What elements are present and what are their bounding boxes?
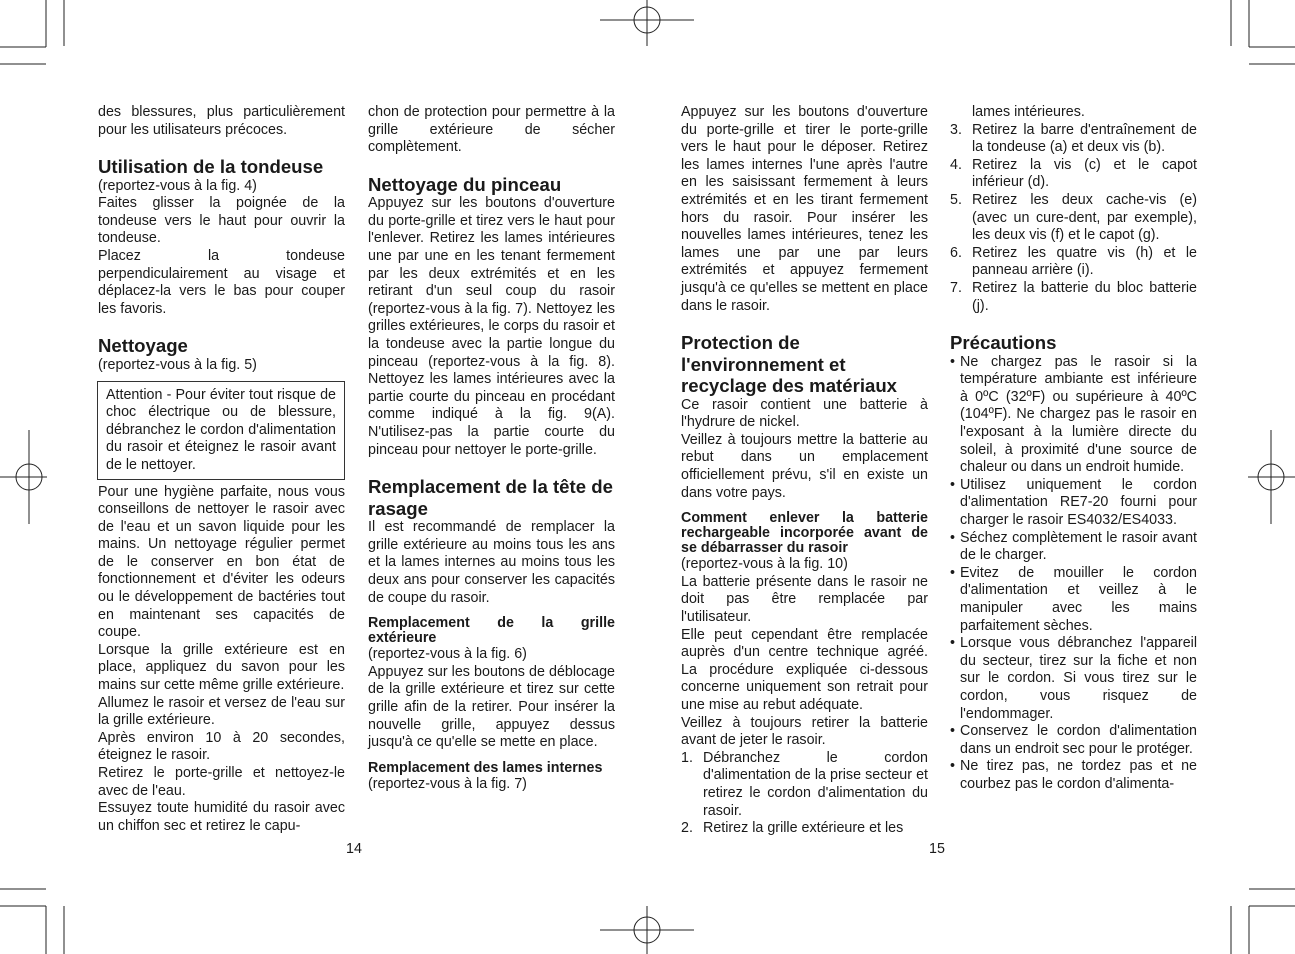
subsection-title-inner-blades: Remplacement des lames internes [368, 759, 603, 776]
list-item: • Séchez complètement le rasoir avant de le charger. [950, 529, 1197, 564]
list-item: 6. Retirez les quatre vis (h) et le panneau arrière (i). [950, 244, 1197, 279]
page14-column-right [368, 104, 615, 793]
intro-text: chon de protection pour permettre à la grille extérieure de sécher complètement. [368, 104, 615, 156]
paragraph: Après environ 10 à 20 secondes, éteignez le rasoir. [98, 729, 345, 764]
paragraph: Appuyez sur les boutons d'ouverture du porte-grille et tirer le porte-grille vers le haut pour le déposer. Retirez les lames internes l'une après l'autre en les saisissant fermement à leurs extrémités et en les tirant fermement hors du rasoir. Pour insérer les nouvelles lames intérieures, tenez les lames une par une par leurs extrémités et appuyez fermement jusqu'à ce qu'elles se mettent en place dans le rasoir. [681, 104, 928, 314]
section-title-precautions: Précautions [950, 332, 1057, 354]
list-item: • Lorsque vous débranchez l'appareil du secteur, tirez sur la fiche et non sur le cordon. Si vous tirez sur le cordon, vous risquez de l'endommager. [950, 635, 1197, 722]
paragraph: Essuyez toute humidité du rasoir avec un chiffon sec et retirez le capu- [98, 800, 345, 834]
list-item: 2. Retirez la grille extérieure et les [681, 820, 904, 837]
steps-list [950, 122, 1197, 316]
list-continuation: lames intérieures. [972, 104, 1085, 120]
page-number-right: 15 [929, 841, 945, 857]
figure-reference: (reportez-vous à la fig. 6) [368, 646, 527, 663]
list-item: • Ne tirez pas, ne tordez pas et ne courbez pas le cordon d'alimenta- [950, 758, 1197, 792]
page15-column-right [950, 104, 1197, 793]
list-item: 3. Retirez la barre d'entraînement de la tondeuse (a) et deux vis (b). [950, 121, 1197, 156]
page-number-left: 14 [346, 841, 362, 857]
figure-reference: (reportez-vous à la fig. 5) [98, 356, 257, 373]
list-item: • Evitez de mouiller le cordon d'alimentation et veillez à le manipuler avec les mains parfaitement sèches. [950, 564, 1197, 634]
paragraph: Ce rasoir contient une batterie à l'hydrure de nickel. [681, 396, 928, 431]
subsection-title-outer-foil: Remplacement de la grille extérieure [368, 615, 615, 647]
list-item: • Utilisez uniquement le cordon d'alimentation RE7-20 fourni pour charger le rasoir ES4032/ES4033. [950, 476, 1197, 528]
paragraph: Elle peut cependant être remplacée auprès d'un centre technique agréé. La procédure expliquée ci-dessous concerne uniquement son retrait pour une mise au rebut adéquate. [681, 626, 928, 713]
section-title-environment: Protection de l'environnement et recyclage des matériaux [681, 332, 898, 397]
paragraph: Pour une hygiène parfaite, nous vous conseillons de nettoyer le rasoir avec de l'eau et un savon liquide pour les mains. Un nettoyage régulier permet de le conserver en bon état de fonctionnement et d'éviter les odeurs ou le développement de bactéries tout en maintenant ses capacités de coupe. [98, 483, 345, 641]
steps-list [681, 750, 928, 838]
section-title-trimmer: Utilisation de la tondeuse [98, 156, 324, 178]
list-item: 5. Retirez les deux cache-vis (e) (avec un cure-dent, par exemple), les deux vis (f) et le capot (g). [950, 191, 1197, 244]
section-title-cleaning: Nettoyage [98, 335, 188, 357]
list-item: 4. Retirez la vis (c) et le capot inférieur (d). [950, 156, 1197, 191]
page15-column-left [681, 104, 928, 838]
page14-column-left [98, 104, 345, 835]
paragraph: Appuyez sur les boutons d'ouverture du porte-grille et tirez vers le haut pour l'enlever. Retirez les lames intérieures une par une en les tenant fermement par les deux extrémités et en les retirant d'un seul coup du rasoir (reportez-vous à la fig. 7). Nettoyez les grilles extérieures, le corps du rasoir et la tondeuse avec la partie longue du pinceau (reportez-vous à la fig. 8). Nettoyez les lames intérieures avec la partie courte du pinceau en procédant comme indiqué à la fig. 9(A). N'utilisez-pas la partie courte du pinceau pour nettoyer le porte-grille. [368, 195, 615, 458]
paragraph: Il est recommandé de remplacer la grille extérieure au moins tous les ans et la lames internes au moins tous les deux ans pour conserver les capacités de coupe du rasoir. [368, 519, 615, 606]
list-item: • Conservez le cordon d'alimentation dans un endroit sec pour le protéger. [950, 723, 1197, 757]
paragraph: Appuyez sur les boutons de déblocage de la grille extérieure et tirez sur cette grille afin de la retirer. Pour insérer la nouvelle grille, appuyez dessus jusqu'à ce qu'elle se mette en place. [368, 663, 615, 751]
list-item: 1. Débranchez le cordon d'alimentation de la prise secteur et retirez le cordon d'alimentation du rasoir. [681, 749, 928, 819]
section-title-head-replacement: Remplacement de la tête de rasage [368, 476, 613, 519]
paragraph: Allumez le rasoir et versez de l'eau sur la grille extérieure. [98, 694, 345, 729]
paragraph: Retirez le porte-grille et nettoyez-le avec de l'eau. [98, 765, 345, 799]
paragraph: Veillez à toujours mettre la batterie au rebut dans un emplacement officiellement prévu, s'il en existe un dans votre pays. [681, 431, 928, 501]
intro-text: des blessures, plus particulièrement pour les utilisateurs précoces. [98, 104, 345, 138]
paragraph: Lorsque la grille extérieure est en place, appliquez du savon pour les mains sur cette même grille extérieure. [98, 641, 345, 694]
warning-box: Attention - Pour éviter tout risque de choc électrique ou de blessure, débranchez le cordon d'alimentation du rasoir et éteignez le rasoir avant de le nettoyer. [97, 381, 345, 480]
section-title-brush-cleaning: Nettoyage du pinceau [368, 173, 562, 195]
paragraph: Veillez à toujours retirer la batterie avant de jeter le rasoir. [681, 714, 928, 749]
subsection-title-battery-removal: Comment enlever la batterie rechargeable incorporée avant de se débarrasser du rasoir [681, 510, 928, 557]
list-item: • Ne chargez pas le rasoir si la température ambiante est inférieure à 0ºC (32ºF) ou supérieure à 40ºC (104ºF). Ne chargez pas le rasoir en l'exposant à la lumière directe du soleil, à proximité d'une source de chaleur ou dans un endroit humide. [950, 353, 1197, 476]
paragraph: Placez la tondeuse perpendiculairement au visage et déplacez-la vers le bas pour couper les favoris. [98, 248, 345, 317]
figure-reference: (reportez-vous à la fig. 10) [681, 556, 848, 573]
list-item: 7. Retirez la batterie du bloc batterie (j). [950, 279, 1197, 314]
figure-reference: (reportez-vous à la fig. 7) [368, 775, 527, 792]
figure-reference: (reportez-vous à la fig. 4) [98, 177, 257, 194]
paragraph: Faites glisser la poignée de la tondeuse vers le haut pour ouvrir la tondeuse. [98, 195, 345, 247]
paragraph: La batterie présente dans le rasoir ne doit pas être remplacée par l'utilisateur. [681, 573, 928, 625]
precautions-list [950, 354, 1197, 794]
